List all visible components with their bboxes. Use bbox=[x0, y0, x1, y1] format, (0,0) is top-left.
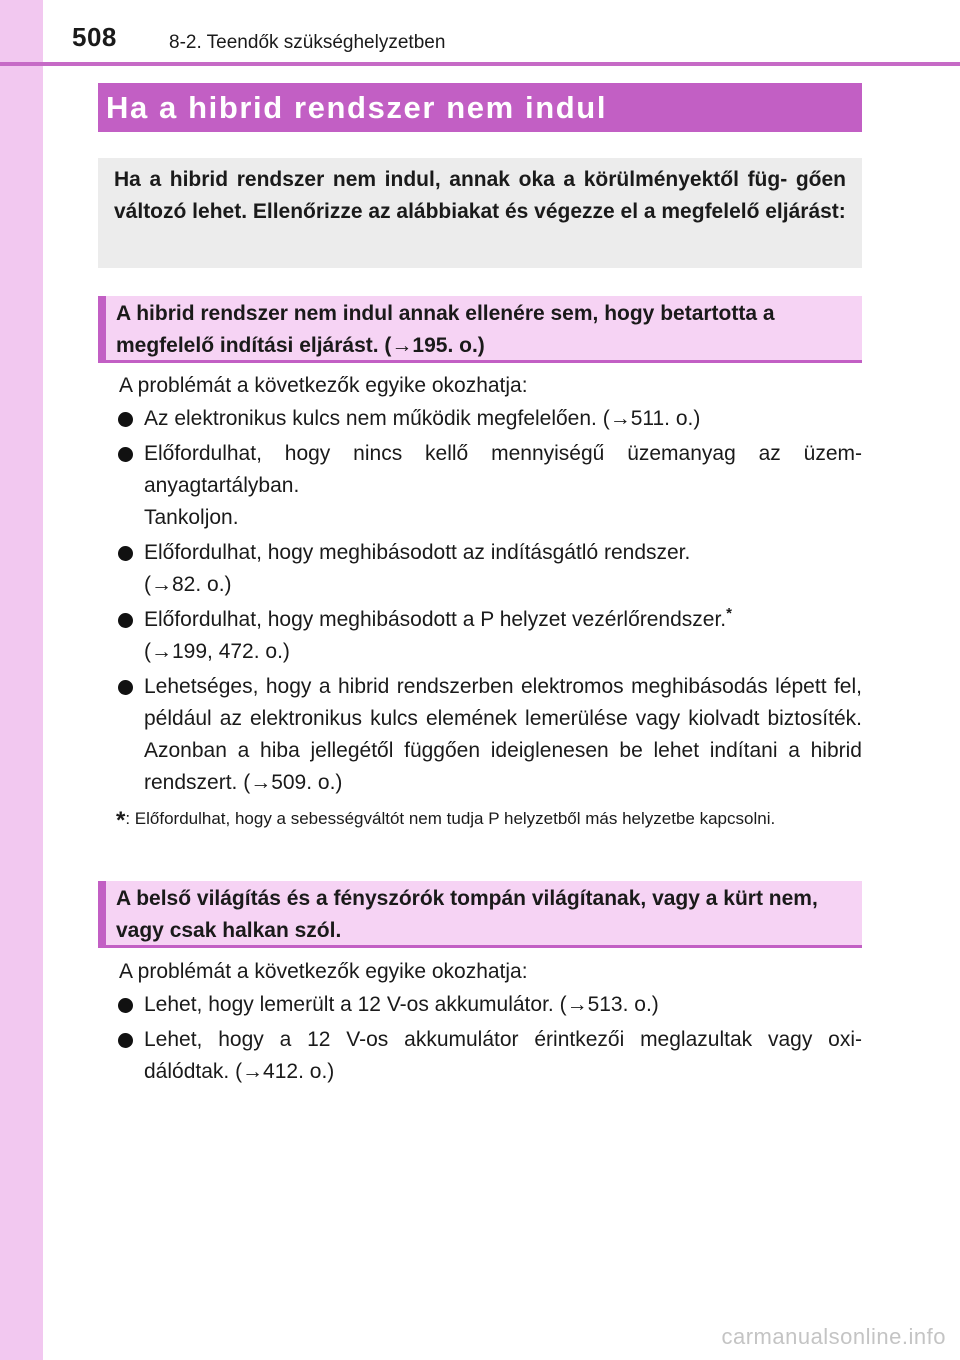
section-2-body bbox=[98, 956, 862, 1088]
header-rule bbox=[0, 62, 960, 66]
list-item bbox=[98, 671, 862, 799]
watermark-text: carmanualsonline.info bbox=[721, 1324, 946, 1349]
list-item-reference: (→199, 472. o.) bbox=[144, 640, 290, 663]
list-item bbox=[98, 989, 862, 1021]
footnote-text: : Előfordulhat, hogy a sebességváltót nem tudja P helyzetből más helyzetbe kapcsolni. bbox=[125, 809, 776, 828]
bullet-icon bbox=[118, 412, 133, 427]
list-item-text: Az elektronikus kulcs nem működik megfelelően. (→511. o.) bbox=[144, 407, 701, 430]
bullet-icon bbox=[118, 680, 133, 695]
lead-text: A problémát a következők egyike okozhatja: bbox=[119, 374, 528, 397]
intro-box: Ha a hibrid rendszer nem indul, annak oka a körülményektől füg- gően változó lehet. Ellenőrizze az alábbiakat és végezze el a megfelelő eljárást: bbox=[98, 158, 862, 268]
side-tab-strip bbox=[0, 0, 43, 1360]
list-item-note: Tankoljon. bbox=[144, 506, 239, 529]
bullet-icon bbox=[118, 1033, 133, 1048]
list-item bbox=[98, 1024, 862, 1088]
bullet-icon bbox=[118, 447, 133, 462]
list-item-text: Lehet, hogy lemerült a 12 V-os akkumulátor. (→513. o.) bbox=[144, 993, 659, 1016]
list-item bbox=[98, 403, 862, 435]
page-title: Ha a hibrid rendszer nem indul bbox=[98, 83, 862, 132]
list-item bbox=[98, 604, 862, 668]
lead-text: A problémát a következők egyike okozhatja: bbox=[119, 960, 528, 983]
footnote-star: * bbox=[116, 807, 126, 834]
page-number: 508 bbox=[72, 22, 117, 52]
bullet-icon bbox=[118, 998, 133, 1013]
list-item-text: Előfordulhat, hogy nincs kellő mennyiségű üzemanyag az üzem- anyagtartályban. bbox=[144, 442, 862, 497]
footnote-mark: * bbox=[726, 605, 732, 622]
section-1-body bbox=[98, 370, 862, 799]
section-heading-1: A hibrid rendszer nem indul annak ellenére sem, hogy betartotta a megfelelő indítási eljárást. (→195. o.) bbox=[98, 296, 862, 363]
list-item-text: Előfordulhat, hogy meghibásodott a P helyzet vezérlőrendszer. bbox=[144, 608, 727, 631]
list-item-text: Lehetséges, hogy a hibrid rendszerben elektromos meghibásodás lépett fel, például az elektronikus kulcs elemének lemerülése vagy kiolvadt biztosíték. Azonban a hiba jellegétől függően ideiglenesen be lehet indítani a hibrid rendszert. (→509. o.) bbox=[144, 675, 862, 794]
list-item-text: Lehet, hogy a 12 V-os akkumulátor érintkezői meglazultak vagy oxi- dálódtak. (→412. o.) bbox=[144, 1028, 862, 1083]
footnote bbox=[116, 806, 861, 834]
list-item-reference: (→82. o.) bbox=[144, 573, 232, 596]
bullet-icon bbox=[118, 546, 133, 561]
list-item-text: Előfordulhat, hogy meghibásodott az indításgátló rendszer. bbox=[144, 541, 691, 564]
section-reference: 8-2. Teendők szükséghelyzetben bbox=[169, 32, 446, 53]
list-item bbox=[98, 438, 862, 534]
bullet-icon bbox=[118, 613, 133, 628]
section-heading-2: A belső világítás és a fényszórók tompán világítanak, vagy a kürt nem, vagy csak halkan szól. bbox=[98, 881, 862, 948]
list-item bbox=[98, 537, 862, 601]
